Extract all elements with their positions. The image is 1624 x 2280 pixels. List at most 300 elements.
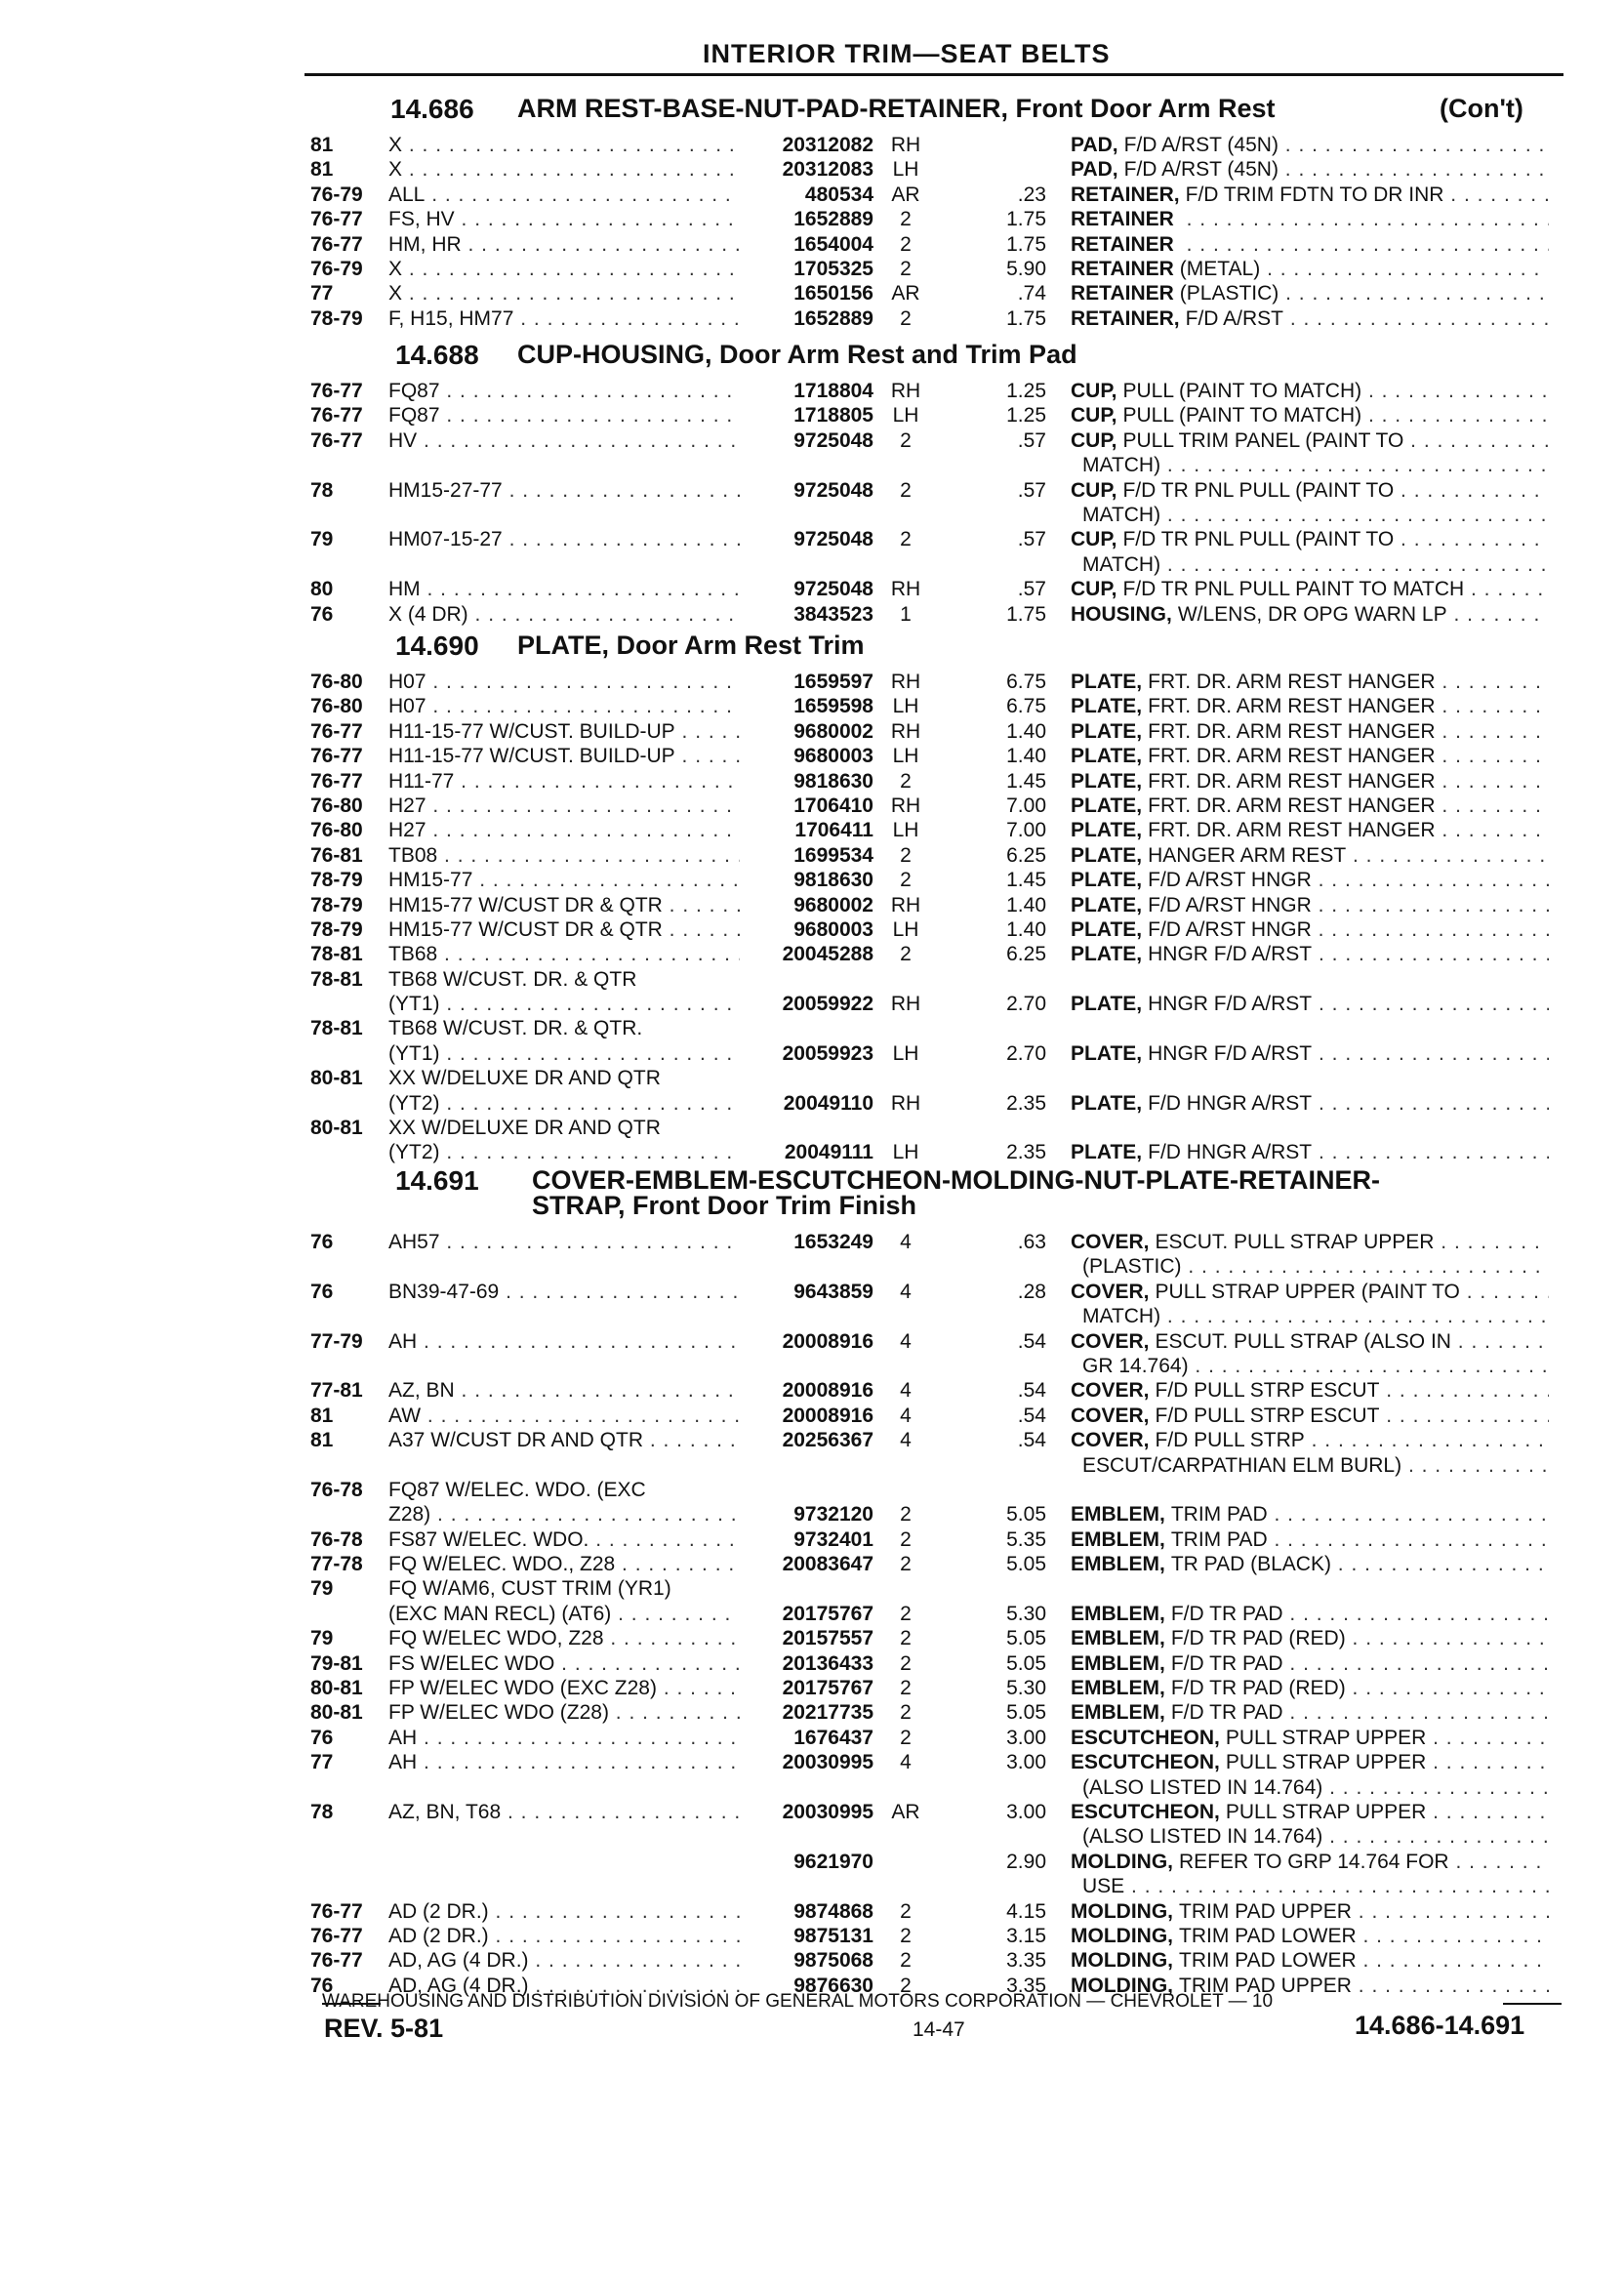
model-year: 79 <box>310 528 334 551</box>
description-text: TRIM PAD <box>1170 1503 1268 1527</box>
section-title-continued: STRAP, Front Door Trim Finish <box>532 1191 917 1220</box>
part-description <box>1071 379 1549 403</box>
quantity: LH <box>892 917 919 941</box>
part-row <box>0 1280 1624 1304</box>
model-year: 79 <box>310 1627 334 1650</box>
part-description <box>1071 843 1549 868</box>
part-row <box>0 1602 1624 1626</box>
part-number: 9680002 <box>793 893 873 916</box>
description-head: CUP, <box>1071 528 1117 551</box>
part-row <box>0 992 1624 1016</box>
quantity: RH <box>890 993 921 1016</box>
part-number: 1652889 <box>793 306 873 330</box>
description-text: (PLASTIC) <box>1179 282 1279 305</box>
quantity: 1 <box>900 602 912 626</box>
price: 1.40 <box>1006 745 1046 768</box>
quantity: 2 <box>900 869 912 892</box>
part-description <box>1071 1651 1549 1676</box>
part-number: 9643859 <box>793 1280 873 1303</box>
price: 2.35 <box>1006 1091 1046 1115</box>
section-title: ARM REST-BASE-NUT-PAD-RETAINER, Front Door Arm Rest <box>517 94 1276 123</box>
description-text: TRIM PAD LOWER <box>1179 1924 1357 1947</box>
part-description <box>1071 1230 1549 1254</box>
model-year: 78-79 <box>310 917 363 941</box>
part-number: 20059923 <box>782 1041 873 1065</box>
description-text: F/D HNGR A/RST <box>1148 1141 1313 1164</box>
part-row <box>0 868 1624 892</box>
part-row <box>0 694 1624 718</box>
description-text: F/D A/RST HNGR <box>1148 917 1312 941</box>
part-description <box>1071 1576 1549 1601</box>
price: 6.75 <box>1006 671 1046 693</box>
model-year: 76-80 <box>310 794 363 817</box>
description-text: (ALSO LISTED IN 14.764) <box>1082 1825 1323 1849</box>
part-number: 9621970 <box>793 1850 873 1873</box>
part-description <box>1071 1280 1549 1304</box>
quantity: 4 <box>900 1751 912 1774</box>
quantity: 2 <box>900 1949 912 1973</box>
part-row <box>0 1016 1624 1040</box>
part-row <box>0 769 1624 794</box>
part-description <box>1071 694 1549 718</box>
description-text: MATCH) <box>1082 503 1161 526</box>
description-head: PLATE, <box>1071 1141 1143 1164</box>
part-row <box>0 1478 1624 1502</box>
part-row <box>0 1552 1624 1576</box>
part-row <box>0 1304 1624 1328</box>
description-text: F/D PULL STRP <box>1155 1429 1305 1452</box>
part-number: 1718804 <box>793 380 873 402</box>
model-code: Z28) . . . <box>388 1502 740 1527</box>
part-row <box>0 843 1624 868</box>
description-head: EMBLEM, <box>1071 1677 1165 1700</box>
part-row <box>0 428 1624 453</box>
part-description <box>1071 818 1549 842</box>
quantity: 2 <box>900 769 912 793</box>
part-number: 20312083 <box>782 158 873 182</box>
description-text: FRT. DR. ARM REST HANGER <box>1148 819 1436 842</box>
part-number: 20175767 <box>782 1602 873 1625</box>
page-header: INTERIOR TRIM—SEAT BELTS <box>703 39 1111 68</box>
part-row <box>0 1800 1624 1824</box>
model-code: X . . . <box>388 133 740 157</box>
description-head: RETAINER <box>1071 208 1174 231</box>
description-text: HNGR F/D A/RST <box>1148 943 1313 966</box>
description-head: CUP, <box>1071 404 1117 428</box>
part-number: 20083647 <box>782 1553 873 1576</box>
model-code: AH57 . . . <box>388 1230 740 1254</box>
description-text: GR 14.764) <box>1082 1354 1189 1377</box>
description-head: PLATE, <box>1071 843 1143 867</box>
description-head: COVER, <box>1071 1404 1150 1427</box>
model-code: HM15-77 . . . <box>388 868 740 892</box>
part-description <box>1071 1091 1549 1116</box>
part-number: 20008916 <box>782 1379 873 1403</box>
part-number: 1654004 <box>793 232 873 256</box>
description-head: PLATE, <box>1071 1041 1143 1065</box>
quantity: AR <box>891 282 920 305</box>
description-head: PLATE, <box>1071 695 1143 718</box>
quantity: LH <box>892 404 919 428</box>
description-text: F/D TR PAD <box>1170 1701 1283 1725</box>
part-number: 1653249 <box>793 1231 873 1253</box>
price: 2.35 <box>1006 1141 1046 1164</box>
quantity: AR <box>891 183 920 206</box>
description-head: CUP, <box>1071 428 1117 452</box>
model-year: 77-79 <box>310 1329 363 1353</box>
quantity: LH <box>892 745 919 768</box>
part-row <box>0 1775 1624 1800</box>
model-year: 78-81 <box>310 967 363 991</box>
description-head: RETAINER <box>1071 232 1174 256</box>
part-number: 1706411 <box>794 819 873 842</box>
part-description <box>1071 1354 1549 1378</box>
part-number: 20045288 <box>782 943 873 966</box>
section-title: CUP-HOUSING, Door Arm Rest and Trim Pad <box>517 340 1077 369</box>
description-text: F/D A/RST (45N) <box>1123 134 1279 156</box>
part-number: 20256367 <box>782 1429 873 1452</box>
description-head: EMBLEM, <box>1071 1627 1165 1650</box>
description-head: RETAINER, <box>1071 306 1180 330</box>
price: .57 <box>1017 578 1046 601</box>
quantity: 4 <box>900 1404 912 1427</box>
part-description <box>1071 157 1549 182</box>
part-description <box>1071 1329 1549 1354</box>
part-row <box>0 1066 1624 1090</box>
model-year: 76 <box>310 1280 334 1303</box>
model-code: FS W/ELEC WDO . . . <box>388 1651 740 1676</box>
price: 5.05 <box>1006 1627 1046 1650</box>
part-row <box>0 1329 1624 1354</box>
part-row <box>0 1354 1624 1378</box>
description-text: TRIM PAD <box>1170 1527 1268 1551</box>
part-row <box>0 1824 1624 1849</box>
part-description <box>1071 1850 1549 1874</box>
price: .74 <box>1017 282 1046 305</box>
part-description <box>1071 893 1549 917</box>
description-head: COVER, <box>1071 1379 1150 1403</box>
description-text: PULL (PAINT TO MATCH) <box>1122 380 1362 402</box>
part-row <box>0 1651 1624 1676</box>
part-row <box>0 1726 1624 1750</box>
part-description <box>1071 257 1549 281</box>
quantity: RH <box>890 719 921 743</box>
part-row <box>0 1254 1624 1279</box>
part-number: 1706410 <box>793 794 873 817</box>
description-text: HNGR F/D A/RST <box>1148 1041 1313 1065</box>
section-heading <box>0 1160 1624 1230</box>
section-heading <box>0 334 1624 379</box>
model-year: 76-77 <box>310 1899 363 1923</box>
model-code: FQ W/AM6, CUST TRIM (YR1) <box>388 1577 671 1601</box>
quantity: AR <box>891 1800 920 1823</box>
part-description <box>1071 207 1549 231</box>
quantity: 2 <box>900 208 912 231</box>
price: 7.00 <box>1006 794 1046 817</box>
part-row <box>0 1948 1624 1973</box>
quantity: LH <box>892 1041 919 1065</box>
part-description <box>1071 992 1549 1016</box>
section-number: 14.686 <box>390 94 474 124</box>
model-year: 81 <box>310 1404 334 1427</box>
price: 1.40 <box>1006 893 1046 916</box>
part-description <box>1071 1404 1549 1428</box>
description-text: F/D TR PAD (RED) <box>1170 1627 1346 1650</box>
description-text: HANGER ARM REST <box>1148 843 1347 867</box>
part-number: 1676437 <box>793 1726 873 1749</box>
part-row <box>0 306 1624 331</box>
quantity: RH <box>890 578 921 601</box>
price: 3.35 <box>1006 1949 1046 1973</box>
section-14-688 <box>0 334 1624 627</box>
price: 1.75 <box>1006 232 1046 256</box>
quantity: 2 <box>900 1503 912 1527</box>
price: .57 <box>1017 428 1046 452</box>
part-row <box>0 818 1624 842</box>
part-description <box>1071 1800 1549 1824</box>
part-number: 20030995 <box>782 1751 873 1774</box>
price: 1.25 <box>1006 380 1046 402</box>
description-text: F/D PULL STRP ESCUT <box>1155 1379 1380 1403</box>
description-head: MOLDING, <box>1071 1899 1173 1923</box>
model-year: 79-81 <box>310 1651 363 1675</box>
description-head: MOLDING, <box>1071 1949 1173 1973</box>
part-description <box>1071 232 1549 257</box>
part-row <box>0 1041 1624 1066</box>
model-year: 80-81 <box>310 1117 363 1140</box>
model-year: 77-81 <box>310 1379 363 1403</box>
part-row <box>0 917 1624 942</box>
description-text: (PLASTIC) <box>1082 1255 1182 1279</box>
price: .54 <box>1017 1329 1046 1353</box>
description-head: RETAINER, <box>1071 183 1180 206</box>
part-description <box>1071 868 1549 892</box>
model-code: H11-15-77 W/CUST. BUILD-UP . . . <box>388 744 740 768</box>
part-description <box>1071 403 1549 428</box>
section-heading <box>0 625 1624 670</box>
quantity: RH <box>890 671 921 693</box>
description-text: W/LENS, DR OPG WARN LP <box>1177 602 1447 626</box>
description-head: ESCUTCHEON, <box>1071 1726 1220 1749</box>
description-text: (ALSO LISTED IN 14.764) <box>1082 1775 1323 1799</box>
part-number: 1718805 <box>793 404 873 428</box>
quantity: RH <box>890 134 921 156</box>
part-number: 20175767 <box>782 1677 873 1700</box>
model-year: 76-77 <box>310 404 363 428</box>
part-description <box>1071 1924 1549 1948</box>
part-description <box>1071 1453 1549 1478</box>
part-number: 1705325 <box>793 257 873 280</box>
model-code: FQ87 . . . <box>388 379 740 403</box>
quantity: 2 <box>900 1627 912 1650</box>
model-code: (YT1) . . . <box>388 992 740 1016</box>
model-year: 77 <box>310 1751 334 1774</box>
part-number: 9875131 <box>793 1924 873 1947</box>
header-rule <box>304 73 1563 76</box>
part-row <box>0 1626 1624 1650</box>
description-head: EMBLEM, <box>1071 1651 1165 1675</box>
part-number: 20049111 <box>784 1141 873 1164</box>
description-head: CUP, <box>1071 578 1117 601</box>
part-number: 20059922 <box>782 993 873 1016</box>
model-code: FP W/ELEC WDO (Z28) . . . <box>388 1700 740 1725</box>
quantity: 4 <box>900 1429 912 1452</box>
description-head: EMBLEM, <box>1071 1602 1165 1625</box>
part-description <box>1071 577 1549 601</box>
model-year: 76-77 <box>310 1949 363 1973</box>
description-head: EMBLEM, <box>1071 1701 1165 1725</box>
price: 5.35 <box>1006 1527 1046 1551</box>
description-head: PLATE, <box>1071 769 1143 793</box>
price: 3.00 <box>1006 1800 1046 1823</box>
part-row <box>0 1874 1624 1898</box>
description-head: EMBLEM, <box>1071 1503 1165 1527</box>
part-row <box>0 281 1624 305</box>
model-year: 81 <box>310 134 334 156</box>
model-code: TB68 W/CUST. DR. & QTR <box>388 967 637 991</box>
model-code: AZ, BN, T68 . . . <box>388 1800 740 1824</box>
quantity: 2 <box>900 478 912 502</box>
model-year: 78-79 <box>310 893 363 916</box>
parts-list <box>0 379 1624 627</box>
model-code: ALL . . . <box>388 183 740 207</box>
part-description <box>1071 1700 1549 1725</box>
part-row <box>0 1850 1624 1874</box>
section-number: 14.690 <box>395 631 479 661</box>
price: .28 <box>1017 1280 1046 1303</box>
part-number: 9725048 <box>793 528 873 551</box>
part-number: 20008916 <box>782 1329 873 1353</box>
part-row <box>0 1676 1624 1700</box>
price: 2.90 <box>1006 1850 1046 1873</box>
parts-list <box>0 1230 1624 1998</box>
description-head: COVER, <box>1071 1329 1150 1353</box>
description-text: PULL TRIM PANEL (PAINT TO <box>1122 428 1404 452</box>
part-description <box>1071 1626 1549 1650</box>
description-head: PLATE, <box>1071 943 1143 966</box>
part-row <box>0 257 1624 281</box>
part-description <box>1071 527 1549 551</box>
part-description <box>1071 183 1549 207</box>
price: 3.35 <box>1006 1974 1046 1997</box>
part-number: 9725048 <box>793 578 873 601</box>
part-row <box>0 577 1624 601</box>
part-row <box>0 527 1624 551</box>
description-text: FRT. DR. ARM REST HANGER <box>1148 695 1436 718</box>
model-code: BN39-47-69 . . . <box>388 1280 740 1304</box>
section-14-691 <box>0 1160 1624 1998</box>
description-text: PULL (PAINT TO MATCH) <box>1122 404 1362 428</box>
part-number: 20136433 <box>782 1651 873 1675</box>
quantity: 2 <box>900 1527 912 1551</box>
model-year: 76 <box>310 602 334 626</box>
model-code: (YT1) . . . <box>388 1041 740 1066</box>
price: 6.75 <box>1006 695 1046 718</box>
parts-list <box>0 133 1624 331</box>
description-head: PAD, <box>1071 134 1118 156</box>
model-year: 80-81 <box>310 1701 363 1725</box>
part-description <box>1071 428 1549 453</box>
model-year: 78 <box>310 1800 334 1823</box>
part-row <box>0 232 1624 257</box>
description-text: MATCH) <box>1082 1305 1161 1328</box>
price: .63 <box>1017 1231 1046 1253</box>
model-year: 76-78 <box>310 1527 363 1551</box>
model-code: AW . . . <box>388 1404 740 1428</box>
part-number: 9818630 <box>793 869 873 892</box>
footer-division-line: WAREHOUSING AND DISTRIBUTION DIVISION OF GENERAL MOTORS CORPORATION — CHEVROLET — 10 <box>322 1991 1274 2012</box>
model-year: 76-77 <box>310 769 363 793</box>
price: 5.05 <box>1006 1553 1046 1576</box>
part-row <box>0 1924 1624 1948</box>
model-code: AD (2 DR.) . . . <box>388 1899 740 1924</box>
price: 7.00 <box>1006 819 1046 842</box>
description-text: MATCH) <box>1082 552 1161 576</box>
description-text: ESCUT/CARPATHIAN ELM BURL) <box>1082 1453 1402 1477</box>
model-code: H27 . . . <box>388 818 740 842</box>
part-description <box>1071 670 1549 694</box>
price: 3.00 <box>1006 1751 1046 1774</box>
part-number: 9875068 <box>793 1949 873 1973</box>
model-year: 76-79 <box>310 257 363 280</box>
price: .54 <box>1017 1404 1046 1427</box>
part-row <box>0 1453 1624 1478</box>
description-head: PLATE, <box>1071 917 1143 941</box>
part-number: 20030995 <box>782 1800 873 1823</box>
price: 2.70 <box>1006 1041 1046 1065</box>
description-head: HOUSING, <box>1071 602 1172 626</box>
quantity: 2 <box>900 428 912 452</box>
model-code: FQ87 . . . <box>388 403 740 428</box>
description-text: F/D TR PNL PULL PAINT TO MATCH <box>1122 578 1465 601</box>
part-row <box>0 478 1624 503</box>
section-number: 14.688 <box>395 340 479 370</box>
quantity: 2 <box>900 1899 912 1923</box>
part-number: 9732401 <box>793 1527 873 1551</box>
model-code: FP W/ELEC WDO (EXC Z28) . . . <box>388 1676 740 1700</box>
model-year: 76-80 <box>310 695 363 718</box>
description-head: PLATE, <box>1071 671 1143 693</box>
part-row <box>0 893 1624 917</box>
quantity: 2 <box>900 232 912 256</box>
model-code: TB68 W/CUST. DR. & QTR. <box>388 1017 643 1040</box>
description-head: EMBLEM, <box>1071 1553 1165 1576</box>
part-number: 9818630 <box>793 769 873 793</box>
model-code: X . . . <box>388 257 740 281</box>
model-code: H11-15-77 W/CUST. BUILD-UP . . . <box>388 719 740 744</box>
quantity: 2 <box>900 1924 912 1947</box>
description-text: ESCUT. PULL STRAP (ALSO IN <box>1155 1329 1451 1353</box>
price: 5.05 <box>1006 1503 1046 1527</box>
model-code: AZ, BN . . . <box>388 1378 740 1403</box>
description-head: MOLDING, <box>1071 1850 1173 1873</box>
price: 1.40 <box>1006 719 1046 743</box>
model-code: F, H15, HM77 . . . <box>388 306 740 331</box>
quantity: 2 <box>900 528 912 551</box>
part-description <box>1071 552 1549 577</box>
part-description <box>1071 942 1549 966</box>
price: 5.90 <box>1006 257 1046 280</box>
model-year: 77 <box>310 282 334 305</box>
part-row <box>0 157 1624 182</box>
price: 1.45 <box>1006 869 1046 892</box>
description-text: TRIM PAD UPPER <box>1179 1974 1352 1997</box>
description-text: PULL STRAP UPPER <box>1225 1751 1427 1774</box>
price: 4.15 <box>1006 1899 1046 1923</box>
part-row <box>0 942 1624 966</box>
model-year: 76-77 <box>310 1924 363 1947</box>
model-year: 76 <box>310 1726 334 1749</box>
